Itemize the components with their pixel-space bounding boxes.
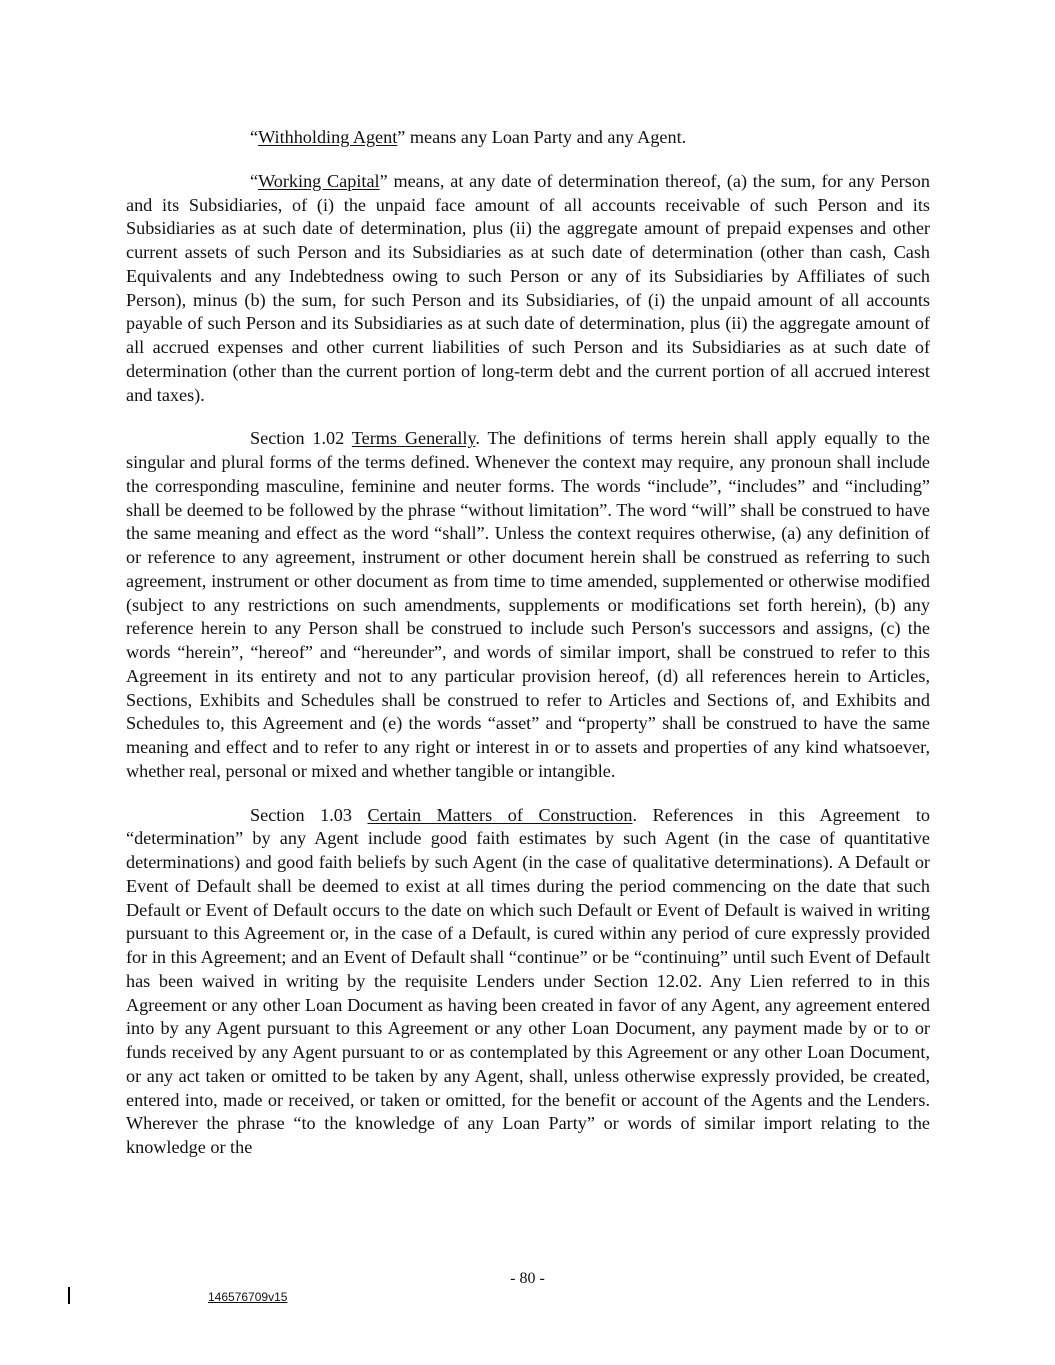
page-number: - 80 - (510, 1270, 545, 1287)
section-number: Section 1.02 (250, 428, 352, 449)
document-id: 146576709v15 (208, 1290, 288, 1304)
definition-working-capital (126, 170, 930, 408)
revision-bar (68, 1287, 70, 1304)
definition-text: ” means any Loan Party and any Agent. (397, 127, 687, 147)
section-title: Certain Matters of Construction (367, 804, 633, 825)
section-title: Terms Generally (351, 428, 476, 449)
definition-text: ” means, at any date of determination thereof, (a) the sum, for any Person and its Subsidiaries, of (i) the unpaid face amount of all accounts receivable of such Person and its Subsidiaries as at such date of determination, plus (ii) the aggregate amount of prepaid expenses and other current assets of such Person and its Subsidiaries as at such date of determination (other than cash, Cash Equivalents and any Indebtedness owing to such Person or any of its Subsidiaries by Affiliates of such Person), minus (b) the sum, for such Person and its Subsidiaries, of (i) the unpaid amount of all accounts payable of such Person and its Subsidiaries as at such date of determination, plus (ii) the aggregate amount of all accrued expenses and other current liabilities of such Person and its Subsidiaries as at such date of determination (other than the current portion of long-term debt and the current portion of all accrued interest and taxes). (126, 170, 930, 405)
section-1-02 (126, 427, 930, 783)
definition-withholding-agent (126, 126, 930, 150)
section-number: Section 1.03 (250, 804, 368, 825)
defined-term: Working Capital (258, 170, 380, 191)
open-quote: “ (250, 170, 259, 191)
open-quote: “ (250, 127, 259, 147)
defined-term: Withholding Agent (258, 127, 398, 147)
section-text: . References in this Agreement to “determination” by any Agent include good faith estimates by such Agent (in the case of quantitative determinations) and good faith beliefs by such Agent (in the case of qualitative determinations). A Default or Event of Default shall be deemed to exist at all times during the period commencing on the date that such Default or Event of Default occurs to the date on which such Default or Event of Default is waived in writing pursuant to this Agreement or, in the case of a Default, is cured within any period of cure expressly provided for in this Agreement; and an Event of Default shall “continue” or be “continuing” until such Event of Default has been waived in writing by the requisite Lenders under Section 12.02. Any Lien referred to in this Agreement or any other Loan Document as having been created in favor of any Agent, any agreement entered into by any Agent pursuant to this Agreement or any other Loan Document, any payment made by or to or funds received by any Agent pursuant to or as contemplated by this Agreement or any other Loan Document, or any act taken or omitted to be taken by any Agent, shall, unless otherwise expressly provided, be created, entered into, made or received, or taken or omitted, for the benefit or account of the Agents and the Lenders. Wherever the phrase “to the knowledge of any Loan Party” or words of similar import relating to the knowledge or the (126, 804, 930, 1157)
section-1-03 (126, 804, 930, 1160)
section-text: . The definitions of terms herein shall apply equally to the singular and plural forms of the terms defined. Whenever the context may require, any pronoun shall include the corresponding masculine, feminine and neuter forms. The words “include”, “includes” and “including” shall be deemed to be followed by the phrase “without limitation”. The word “will” shall be construed to have the same meaning and effect as the word “shall”. Unless the context requires otherwise, (a) any definition of or reference to any agreement, instrument or other document herein shall be construed as referring to such agreement, instrument or other document as from time to time amended, supplemented or otherwise modified (subject to any restrictions on such amendments, supplements or modifications set forth herein), (b) any reference herein to any Person shall be construed to include such Person's successors and assigns, (c) the words “herein”, “hereof” and “hereunder”, and words of similar import, shall be construed to refer to this Agreement in its entirety and not to any particular provision hereof, (d) all references herein to Articles, Sections, Exhibits and Schedules shall be construed to refer to Articles and Sections of, and Exhibits and Schedules to, this Agreement and (e) the words “asset” and “property” shall be construed to have the same meaning and effect and to refer to any right or interest in or to assets and properties of any kind whatsoever, whether real, personal or mixed and whether tangible or intangible. (126, 428, 930, 781)
document-body (126, 126, 930, 1160)
